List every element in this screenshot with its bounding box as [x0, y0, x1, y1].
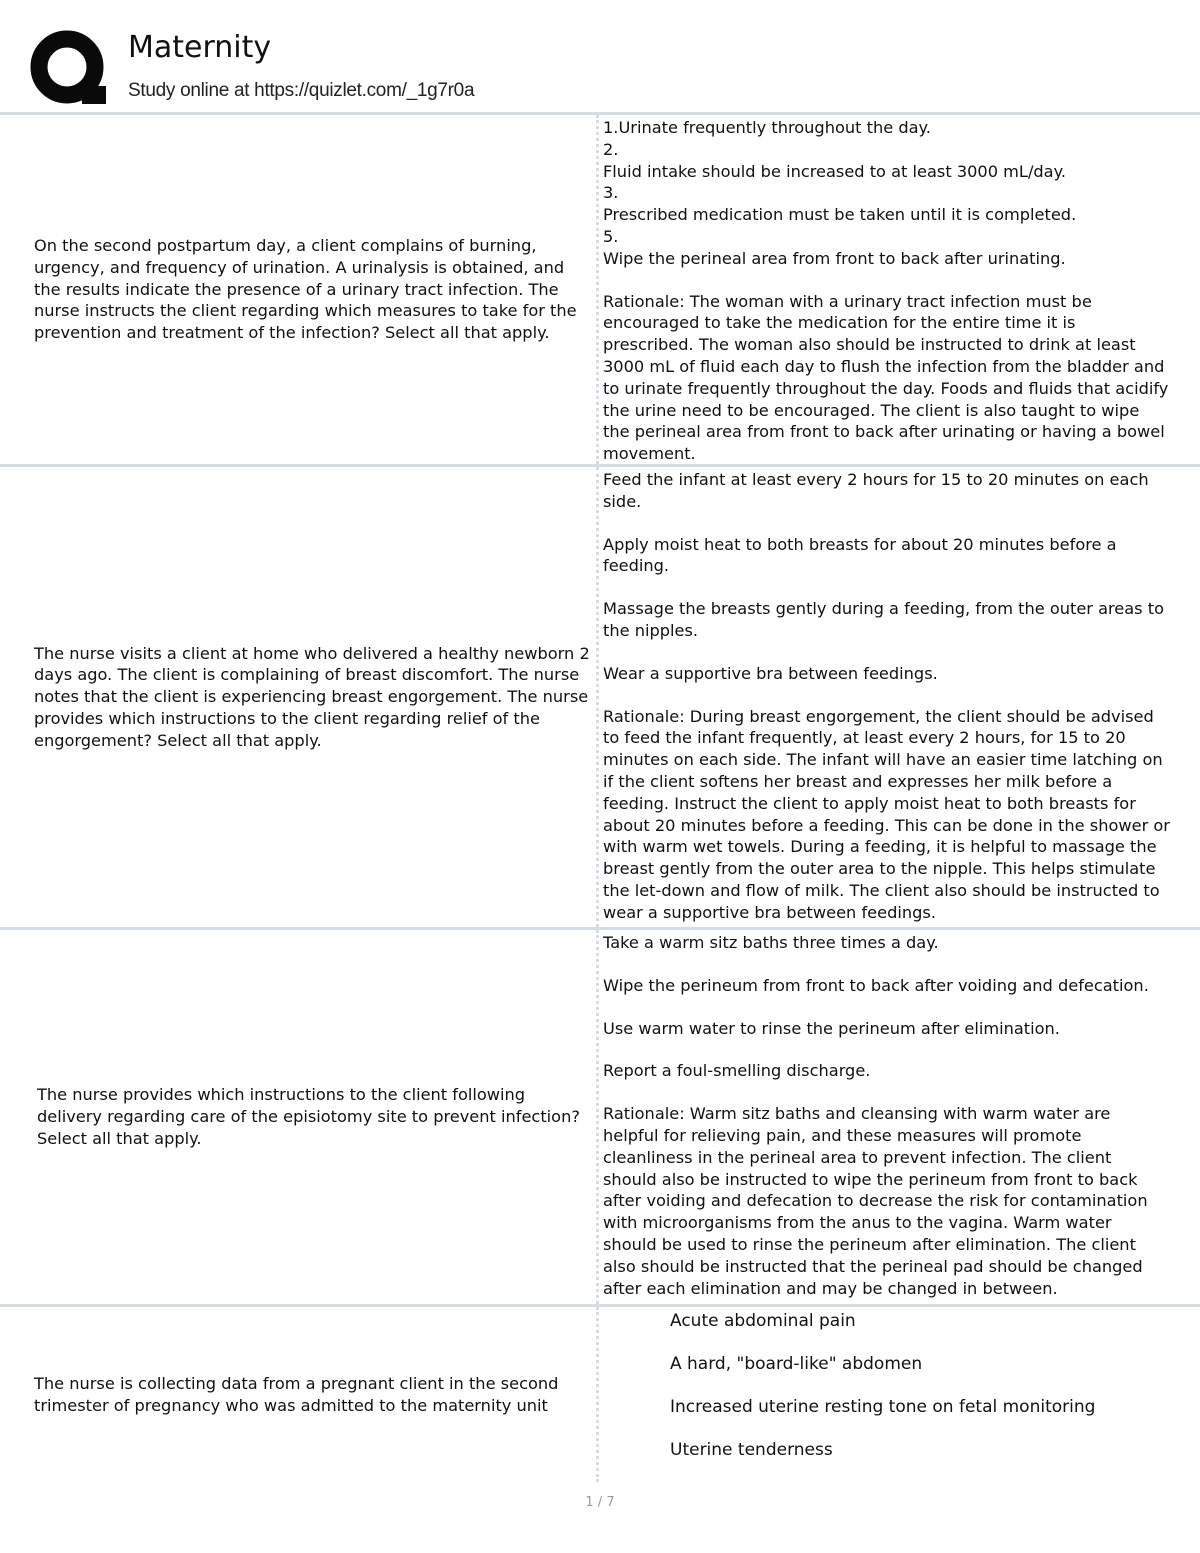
answer-item: Use warm water to rinse the perineum after elimination.: [603, 1018, 1060, 1038]
answer-cell: [600, 115, 1200, 464]
answer-line: Wipe the perineal area from front to back after urinating.: [603, 248, 1066, 268]
answer-cell: [600, 1307, 1200, 1482]
page-title: Maternity: [128, 30, 272, 65]
answer-item: Massage the breasts gently during a feeding, from the outer areas to the nipples.: [603, 599, 1170, 640]
column-divider: [596, 930, 599, 1304]
answer-bullet: Increased uterine resting tone on fetal monitoring: [670, 1397, 1096, 1417]
answer-cell: [600, 467, 1200, 927]
flashcard-row: [0, 464, 1200, 927]
page-header: [0, 0, 1200, 112]
answer-item: Feed the infant at least every 2 hours for 15 to 20 minutes on each side.: [603, 470, 1154, 511]
study-link-text[interactable]: Study online at https://quizlet.com/_1g7r0a: [128, 80, 475, 101]
question-text: The nurse provides which instructions to the client following delivery regarding care of the episiotomy site to prevent infection? Select all that apply.: [37, 1085, 580, 1148]
column-divider: [596, 467, 599, 927]
answer-bullet: A hard, "board-like" abdomen: [670, 1354, 923, 1374]
rationale-text: Rationale: During breast engorgement, the client should be advised to feed the infant frequently, at least every 2 hours, for 15 to 20 minutes on each side. The infant will have an easier time latching on if the client softens her breast and expresses her milk before a feeding. Instruct the client to apply moist heat to both breasts for about 20 minutes before a feeding. This can be done in the shower or with warm wet towels. During a feeding, it is helpful to massage the breast gently from the outer area to the nipple. This helps stimulate the let-down and flow of milk. The client also should be instructed to wear a supportive bra between feedings.: [603, 706, 1176, 922]
answer-line: 3.: [603, 183, 619, 203]
flashcard-table: [0, 112, 1200, 1482]
column-divider: [596, 1307, 599, 1482]
answer-line: 2.: [603, 139, 619, 159]
answer-item: Wear a supportive bra between feedings.: [603, 663, 938, 683]
answer-line: Fluid intake should be increased to at least 3000 mL/day.: [603, 161, 1067, 181]
flashcard-row: [0, 1304, 1200, 1482]
question-text: The nurse visits a client at home who delivered a healthy newborn 2 days ago. The client is complaining of breast discomfort. The nurse notes that the client is experiencing breast engorgement. The nurse provides which instructions to the client regarding relief of the engorgement? Select all that apply.: [34, 643, 590, 750]
page-number: 1 / 7: [585, 1495, 615, 1510]
question-text: The nurse is collecting data from a pregnant client in the second trimester of pregnancy who was admitted to the maternity unit: [34, 1373, 559, 1415]
rationale-text: Rationale: The woman with a urinary tract infection must be encouraged to take the medication for the entire time it is prescribed. The woman also should be instructed to drink at least 3000 mL of fluid each day to flush the infection from the bladder and to urinate frequently throughout the day. Foods and fluids that acidify the urine need to be encouraged. The client is also taught to wipe the perineal area from front to back after urinating or having a bowel movement.: [603, 291, 1174, 464]
flashcard-row: [0, 927, 1200, 1304]
flashcard-row: [0, 112, 1200, 464]
question-text: On the second postpartum day, a client complains of burning, urgency, and frequency of urination. A urinalysis is obtained, and the results indicate the presence of a urinary tract infection. The nurse instructs the client regarding which measures to take for the prevention and treatment of the infection? Select all that apply.: [34, 236, 577, 343]
quizlet-logo-icon: [30, 30, 108, 108]
answer-item: Apply moist heat to both breasts for about 20 minutes before a feeding.: [603, 534, 1122, 576]
answer-cell: [600, 930, 1200, 1304]
answer-item: Take a warm sitz baths three times a day.: [603, 933, 939, 952]
answer-bullet: Acute abdominal pain: [670, 1311, 856, 1331]
answer-item: Report a foul-smelling discharge.: [603, 1061, 871, 1081]
answer-line: 1.Urinate frequently throughout the day.: [603, 118, 931, 137]
answer-bullet: Uterine tenderness: [670, 1440, 833, 1460]
answer-item: Wipe the perineum from front to back after voiding and defecation.: [603, 975, 1149, 995]
answer-line: 5.: [603, 226, 619, 246]
rationale-text: Rationale: Warm sitz baths and cleansing with warm water are helpful for relieving pain, and these measures will promote cleanliness in the perineal area to prevent infection. The client should also be instructed to wipe the perineum from front to back after voiding and defecation to decrease the risk for contamination with microorganisms from the anus to the vagina. Warm water should be used to rinse the perineum after elimination. The client also should be instructed that the perineal pad should be changed after each elimination and may be changed in between.: [603, 1104, 1153, 1298]
answer-line: Prescribed medication must be taken until it is completed.: [603, 205, 1077, 225]
column-divider: [596, 115, 599, 464]
